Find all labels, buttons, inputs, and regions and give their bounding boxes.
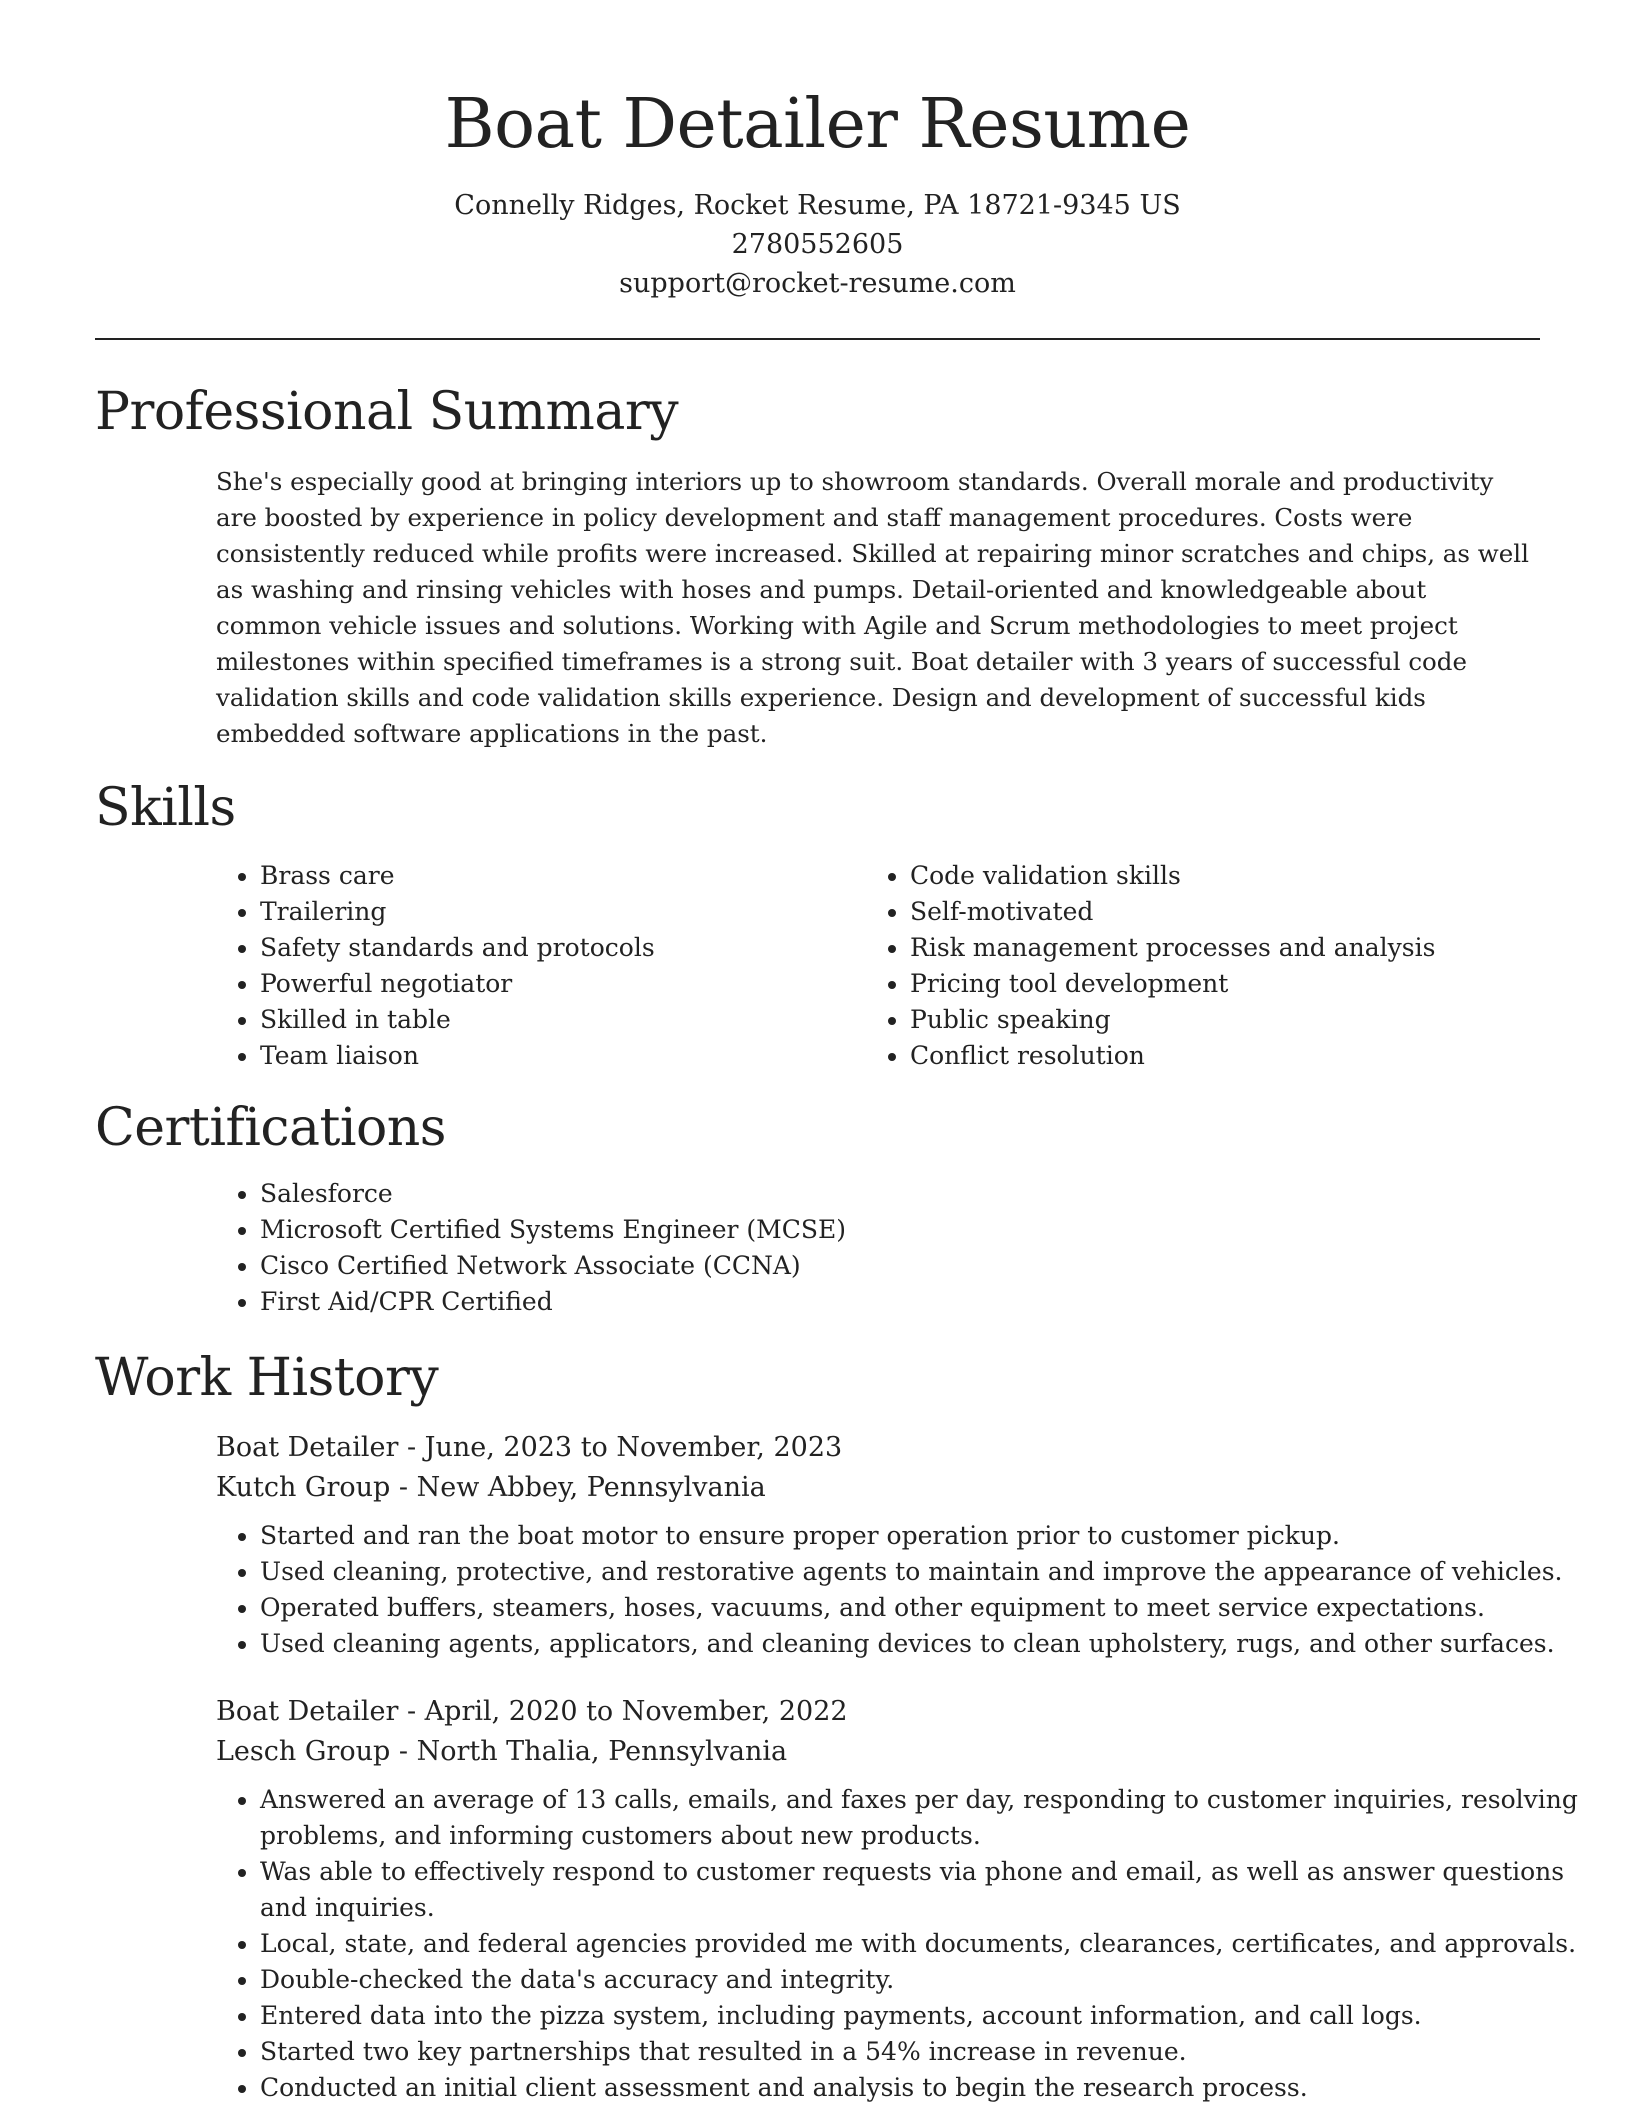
skill-item: • Conflict resolution <box>910 1038 1516 1074</box>
job-bullets <box>216 1518 1580 1662</box>
job-dates: June, 2023 to November, 2023 <box>424 1432 843 1463</box>
job-company-line: Kutch Group - New Abbey, Pennsylvania <box>216 1472 766 1503</box>
job-entry <box>216 1428 1563 1662</box>
summary-text: She's especially good at bringing interiors up to showroom standards. Overall morale and productivity are boosted by experience in policy development and staff management procedures. Costs were consistently reduced while profits were increased. Skilled at repairing minor scratches and chips, as well as washing and rinsing vehicles with hoses and pumps. Detail-oriented and knowledgeable about common vehicle issues and solutions. Working with Agile and Scrum methodologies to meet project milestones within specified timeframes is a strong suit. Boat detailer with 3 years of successful code validation skills and code validation skills experience. Design and development of successful kids embedded software applications in the past. <box>216 467 1529 748</box>
skill-item: • Brass care <box>260 858 866 894</box>
job-company-line: Lesch Group - North Thalia, Pennsylvania <box>216 1736 788 1767</box>
job-title: Boat Detailer <box>216 1696 399 1727</box>
skill-item: • Safety standards and protocols <box>260 930 866 966</box>
job-bullets <box>216 1782 1580 2106</box>
summary-section <box>95 382 1540 752</box>
skills-column-left <box>216 858 866 1074</box>
job-bullet: • Started and ran the boat motor to ensure proper operation prior to customer pickup. <box>260 1518 1580 1554</box>
job-bullet: • Entered data into the pizza system, including payments, account information, and call logs. <box>260 1998 1580 2034</box>
resume-header <box>95 0 1540 303</box>
skill-item: • Skilled in table <box>260 1002 866 1038</box>
certification-item: • First Aid/CPR Certified <box>260 1284 1540 1320</box>
work-history-section <box>95 1348 1578 2106</box>
email: support@rocket-resume.com <box>619 268 1016 299</box>
summary-heading: Professional Summary <box>95 382 679 442</box>
job-company: Lesch Group <box>216 1736 391 1767</box>
job-bullet: • Used cleaning agents, applicators, and cleaning devices to clean upholstery, rugs, and other surfaces. <box>260 1626 1580 1662</box>
skill-item: • Powerful negotiator <box>260 966 866 1002</box>
skills-heading: Skills <box>95 778 236 838</box>
job-bullet: • Operated buffers, steamers, hoses, vacuums, and other equipment to meet service expectations. <box>260 1590 1580 1626</box>
skill-item: • Self-motivated <box>910 894 1516 930</box>
skills-list-right <box>866 858 1516 1074</box>
certifications-list <box>216 1176 1540 1320</box>
job-title: Boat Detailer <box>216 1432 399 1463</box>
certification-item: • Cisco Certified Network Associate (CCNA) <box>260 1248 1540 1284</box>
job-bullet: • Answered an average of 13 calls, emails, and faxes per day, responding to customer inquiries, resolving problems, and informing customers about new products. <box>260 1782 1580 1854</box>
skills-column-right <box>866 858 1516 1074</box>
skill-item: • Code validation skills <box>910 858 1516 894</box>
header-divider <box>95 338 1540 340</box>
job-bullet: • Started two key partnerships that resulted in a 54% increase in revenue. <box>260 2034 1580 2070</box>
job-bullet: • Conducted an initial client assessment and analysis to begin the research process. <box>260 2070 1580 2106</box>
skills-section <box>95 778 1540 1074</box>
job-entry <box>216 1692 1578 2106</box>
skills-list-left <box>216 858 866 1074</box>
certifications-block <box>216 1176 1540 1320</box>
certifications-section <box>95 1098 1540 1320</box>
job-bullet: • Was able to effectively respond to customer requests via phone and email, as well as answer questions and inquiries. <box>260 1854 1580 1926</box>
certification-item: • Salesforce <box>260 1176 1540 1212</box>
resume-page <box>95 0 1578 2106</box>
certification-item: • Microsoft Certified Systems Engineer (MCSE) <box>260 1212 1540 1248</box>
resume-title: Boat Detailer Resume <box>444 85 1191 164</box>
job-location: New Abbey, Pennsylvania <box>416 1472 766 1503</box>
job-bullet: • Double-checked the data's accuracy and integrity. <box>260 1962 1580 1998</box>
phone: 2780552605 <box>731 229 904 260</box>
skill-item: • Public speaking <box>910 1002 1516 1038</box>
contact-block <box>95 186 1540 303</box>
certifications-heading: Certifications <box>95 1098 446 1158</box>
job-bullet: • Used cleaning, protective, and restorative agents to maintain and improve the appearance of vehicles. <box>260 1554 1580 1590</box>
address: Connelly Ridges, Rocket Resume, PA 18721-9345 US <box>454 190 1181 221</box>
skills-grid <box>216 858 1540 1074</box>
skill-item: • Trailering <box>260 894 866 930</box>
job-dates: April, 2020 to November, 2022 <box>424 1696 848 1727</box>
job-company: Kutch Group <box>216 1472 391 1503</box>
skill-item: • Team liaison <box>260 1038 866 1074</box>
job-title-line: Boat Detailer - April, 2020 to November, 2022 <box>216 1696 848 1727</box>
job-bullet: • Local, state, and federal agencies provided me with documents, clearances, certificates, and approvals. <box>260 1926 1580 1962</box>
work-history-heading: Work History <box>95 1348 439 1408</box>
skill-item: • Risk management processes and analysis <box>910 930 1516 966</box>
skill-item: • Pricing tool development <box>910 966 1516 1002</box>
job-title-line: Boat Detailer - June, 2023 to November, 2023 <box>216 1432 843 1463</box>
job-location: North Thalia, Pennsylvania <box>416 1736 788 1767</box>
